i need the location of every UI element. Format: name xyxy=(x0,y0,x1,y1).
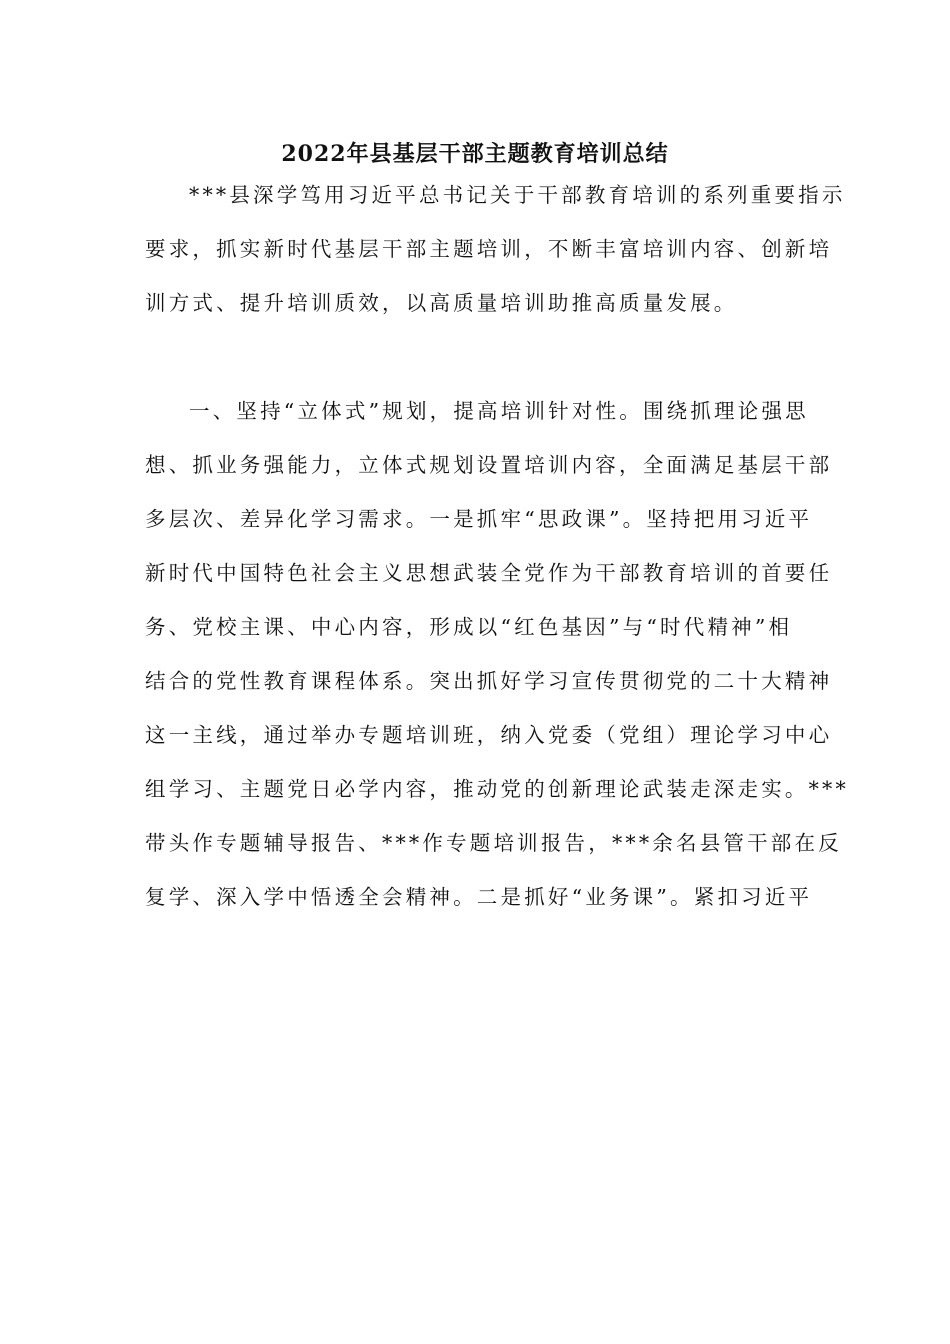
paragraph-line: 带头作专题辅导报告、***作专题培训报告，***余名县管干部在反 xyxy=(145,831,842,855)
document-title: 2022年县基层干部主题教育培训总结 xyxy=(281,141,669,167)
paragraph-line: 想、抓业务强能力，立体式规划设置培训内容，全面满足基层干部 xyxy=(145,453,833,477)
paragraph-line: 要求，抓实新时代基层干部主题培训，不断丰富培训内容、创新培 xyxy=(145,237,833,261)
paragraph-line: 复学、深入学中悟透全会精神。二是抓好“业务课”。紧扣习近平 xyxy=(145,885,813,909)
paragraph-line: 组学习、主题党日必学内容，推动党的创新理论武装走深走实。*** xyxy=(145,777,849,801)
section-one-paragraph xyxy=(145,384,849,924)
paragraph-line: ***县深学笃用习近平总书记关于干部教育培训的系列重要指示 xyxy=(189,183,846,207)
paragraph-line: 新时代中国特色社会主义思想武装全党作为干部教育培训的首要任 xyxy=(145,561,833,585)
paragraph-line: 一、坚持“立体式”规划，提高培训针对性。围绕抓理论强思 xyxy=(189,399,809,423)
paragraph-line: 务、党校主课、中心内容，形成以“红色基因”与“时代精神”相 xyxy=(145,615,793,639)
intro-paragraph xyxy=(145,168,846,330)
paragraph-line: 训方式、提升培训质效，以高质量培训助推高质量发展。 xyxy=(145,291,738,315)
paragraph-line: 多层次、差异化学习需求。一是抓牢“思政课”。坚持把用习近平 xyxy=(145,507,813,531)
paragraph-line: 这一主线，通过举办专题培训班，纳入党委（党组）理论学习中心 xyxy=(145,723,833,747)
paragraph-line: 结合的党性教育课程体系。突出抓好学习宣传贯彻党的二十大精神 xyxy=(145,669,833,693)
